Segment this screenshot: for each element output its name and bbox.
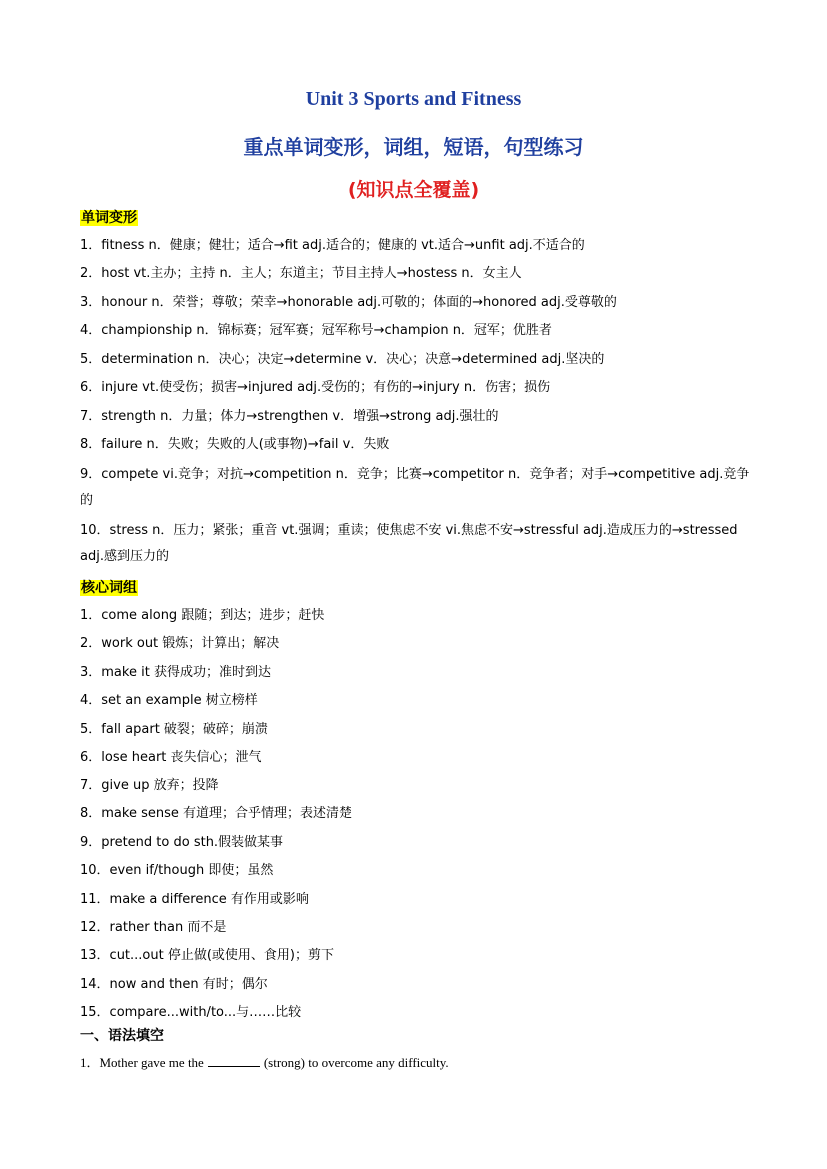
list-item: 3．honour n．荣誉；尊敬；荣幸→honorable adj.可敬的；体面的→honored adj.受尊敬的 bbox=[80, 295, 617, 310]
page-title: Unit 3 Sports and Fitness bbox=[305, 88, 522, 110]
list-item: 4．championship n．锦标赛；冠军赛；冠军称号→champion n．冠军；优胜者 bbox=[80, 323, 552, 338]
list-item: 8．make sense 有道理；合乎情理；表述清楚 bbox=[80, 806, 353, 821]
list-item: 1．come along 跟随；到达；进步；赶快 bbox=[80, 608, 325, 623]
list-item: 7．give up 放弃；投降 bbox=[80, 778, 219, 793]
list-item: 14．now and then 有时；偶尔 bbox=[80, 977, 268, 992]
section-heading-grammar: 一、语法填空 bbox=[80, 1028, 164, 1044]
section-heading-core-phrases: 核心词组 bbox=[81, 580, 137, 596]
list-item: 8．failure n．失败；失败的人(或事物)→fail v．失败 bbox=[80, 437, 390, 452]
list-item: 5．fall apart 破裂；破碎；崩溃 bbox=[80, 722, 268, 737]
list-item: 11．make a difference 有作用或影响 bbox=[80, 892, 309, 907]
list-item: 5．determination n．决心；决定→determine v．决心；决意→determined adj.坚决的 bbox=[80, 352, 605, 367]
coverage-note: (知识点全覆盖) bbox=[347, 179, 480, 201]
list-item: 4．set an example 树立榜样 bbox=[80, 693, 258, 708]
list-item: 9．pretend to do sth.假装做某事 bbox=[80, 835, 284, 850]
section-heading-word-forms: 单词变形 bbox=[81, 210, 137, 226]
page-subtitle-cn: 重点单词变形，词组，短语，句型练习 bbox=[243, 135, 584, 159]
list-item: 6．injure vt.使受伤；损害→injured adj.受伤的；有伤的→injury n．伤害；损伤 bbox=[80, 380, 551, 395]
list-item: 10．even if/though 即使；虽然 bbox=[80, 863, 274, 878]
list-item: 10．stress n．压力；紧张；重音 vt.强调；重读；使焦虑不安 vi.焦虑不安→stressful adj.造成压力的→stressed adj.感到压力的 bbox=[80, 523, 738, 564]
list-item: 2．host vt.主办；主持 n．主人；东道主；节目主持人→hostess n．女主人 bbox=[80, 266, 522, 281]
list-item: 3．make it 获得成功；准时到达 bbox=[80, 665, 271, 680]
list-item: 2．work out 锻炼；计算出；解决 bbox=[80, 636, 280, 651]
question-text: 1．Mother gave me the bbox=[80, 1055, 204, 1070]
question-text: (strong) to overcome any difficulty. bbox=[263, 1055, 449, 1070]
answer-blank[interactable] bbox=[208, 1054, 260, 1067]
list-item: 12．rather than 而不是 bbox=[80, 920, 227, 935]
list-item: 7．strength n．力量；体力→strengthen v．增强→strong adj.强壮的 bbox=[80, 409, 499, 424]
list-item: 6．lose heart 丧失信心；泄气 bbox=[80, 750, 262, 765]
list-item: 13．cut...out 停止做(或使用、食用)；剪下 bbox=[80, 948, 334, 963]
question-1 bbox=[80, 1049, 750, 1077]
list-item: 9．compete vi.竞争；对抗→competition n．竞争；比赛→competitor n．竞争者；对手→competitive adj.竞争的 bbox=[80, 467, 750, 508]
list-item: 1．fitness n．健康；健壮；适合→fit adj.适合的；健康的 vt.适合→unfit adj.不适合的 bbox=[80, 238, 585, 253]
list-item: 15．compare...with/to...与……比较 bbox=[80, 1005, 302, 1020]
